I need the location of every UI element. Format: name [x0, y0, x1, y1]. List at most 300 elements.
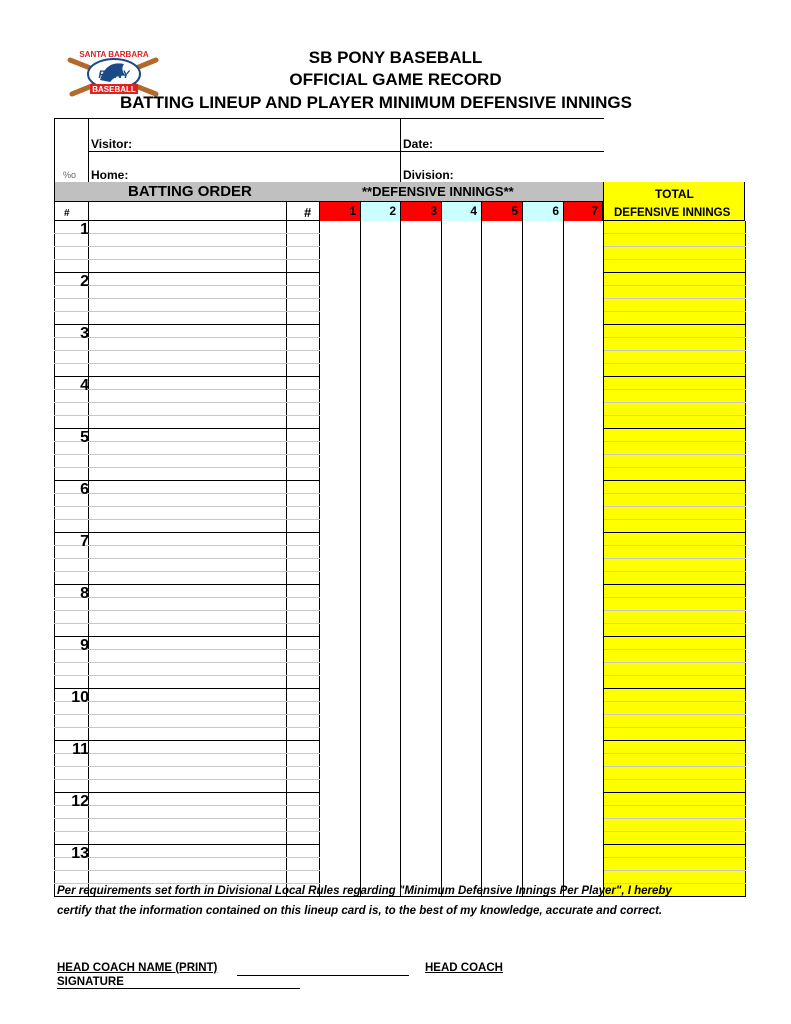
inning-2-cell[interactable]	[361, 806, 401, 819]
inning-3-cell[interactable]	[401, 559, 442, 572]
inning-5-cell[interactable]	[482, 325, 523, 338]
inning-5-cell[interactable]	[482, 273, 523, 286]
player-name-cell[interactable]	[89, 546, 287, 559]
inning-3-cell[interactable]	[401, 351, 442, 364]
player-name-cell[interactable]	[89, 598, 287, 611]
inning-4-cell[interactable]	[442, 741, 482, 754]
inning-5-cell[interactable]	[482, 377, 523, 390]
inning-2-cell[interactable]	[361, 585, 401, 598]
total-innings-cell[interactable]	[604, 871, 746, 884]
inning-1-cell[interactable]	[320, 273, 361, 286]
total-innings-cell[interactable]	[604, 832, 746, 845]
inning-5-cell[interactable]	[482, 234, 523, 247]
inning-3-cell[interactable]	[401, 650, 442, 663]
inning-3-cell[interactable]	[401, 520, 442, 533]
player-name-cell[interactable]	[89, 585, 287, 598]
total-innings-cell[interactable]	[604, 247, 746, 260]
player-name-cell[interactable]	[89, 819, 287, 832]
inning-7-cell[interactable]	[564, 676, 604, 689]
jersey-number-cell[interactable]	[287, 260, 320, 273]
inning-7-cell[interactable]	[564, 260, 604, 273]
inning-5-cell[interactable]	[482, 702, 523, 715]
head-coach-name-line[interactable]	[237, 975, 409, 976]
inning-1-cell[interactable]	[320, 702, 361, 715]
inning-4-cell[interactable]	[442, 637, 482, 650]
inning-1-cell[interactable]	[320, 364, 361, 377]
inning-7-cell[interactable]	[564, 663, 604, 676]
inning-4-cell[interactable]	[442, 442, 482, 455]
inning-1-cell[interactable]	[320, 234, 361, 247]
total-innings-cell[interactable]	[604, 715, 746, 728]
inning-5-cell[interactable]	[482, 780, 523, 793]
jersey-number-cell[interactable]	[287, 572, 320, 585]
inning-7-cell[interactable]	[564, 715, 604, 728]
jersey-number-cell[interactable]	[287, 741, 320, 754]
inning-4-cell[interactable]	[442, 728, 482, 741]
inning-3-cell[interactable]	[401, 676, 442, 689]
inning-5-cell[interactable]	[482, 689, 523, 702]
inning-1-cell[interactable]	[320, 598, 361, 611]
inning-6-cell[interactable]	[523, 377, 564, 390]
inning-2-cell[interactable]	[361, 351, 401, 364]
inning-5-cell[interactable]	[482, 637, 523, 650]
total-innings-cell[interactable]	[604, 819, 746, 832]
inning-1-cell[interactable]	[320, 377, 361, 390]
player-name-cell[interactable]	[89, 377, 287, 390]
jersey-number-cell[interactable]	[287, 390, 320, 403]
inning-4-cell[interactable]	[442, 650, 482, 663]
inning-1-cell[interactable]	[320, 351, 361, 364]
inning-6-cell[interactable]	[523, 390, 564, 403]
inning-6-cell[interactable]	[523, 416, 564, 429]
player-name-cell[interactable]	[89, 520, 287, 533]
inning-2-cell[interactable]	[361, 624, 401, 637]
inning-7-cell[interactable]	[564, 312, 604, 325]
inning-6-cell[interactable]	[523, 871, 564, 884]
inning-2-cell[interactable]	[361, 572, 401, 585]
inning-3-cell[interactable]	[401, 299, 442, 312]
total-innings-cell[interactable]	[604, 312, 746, 325]
inning-2-cell[interactable]	[361, 767, 401, 780]
jersey-number-cell[interactable]	[287, 676, 320, 689]
total-innings-cell[interactable]	[604, 299, 746, 312]
jersey-number-cell[interactable]	[287, 273, 320, 286]
player-name-cell[interactable]	[89, 442, 287, 455]
inning-4-cell[interactable]	[442, 871, 482, 884]
inning-1-cell[interactable]	[320, 780, 361, 793]
inning-4-cell[interactable]	[442, 273, 482, 286]
jersey-number-cell[interactable]	[287, 663, 320, 676]
inning-7-cell[interactable]	[564, 377, 604, 390]
inning-5-cell[interactable]	[482, 663, 523, 676]
total-innings-cell[interactable]	[604, 416, 746, 429]
total-innings-cell[interactable]	[604, 390, 746, 403]
inning-4-cell[interactable]	[442, 429, 482, 442]
inning-7-cell[interactable]	[564, 780, 604, 793]
inning-1-cell[interactable]	[320, 650, 361, 663]
inning-6-cell[interactable]	[523, 351, 564, 364]
inning-4-cell[interactable]	[442, 325, 482, 338]
total-innings-cell[interactable]	[604, 663, 746, 676]
inning-2-cell[interactable]	[361, 481, 401, 494]
inning-6-cell[interactable]	[523, 845, 564, 858]
player-name-cell[interactable]	[89, 572, 287, 585]
player-name-cell[interactable]	[89, 312, 287, 325]
inning-7-cell[interactable]	[564, 442, 604, 455]
inning-2-cell[interactable]	[361, 650, 401, 663]
inning-6-cell[interactable]	[523, 715, 564, 728]
inning-3-cell[interactable]	[401, 871, 442, 884]
player-name-cell[interactable]	[89, 832, 287, 845]
inning-1-cell[interactable]	[320, 585, 361, 598]
inning-7-cell[interactable]	[564, 468, 604, 481]
inning-6-cell[interactable]	[523, 585, 564, 598]
inning-2-cell[interactable]	[361, 338, 401, 351]
inning-2-cell[interactable]	[361, 676, 401, 689]
total-innings-cell[interactable]	[604, 689, 746, 702]
inning-2-cell[interactable]	[361, 247, 401, 260]
inning-5-cell[interactable]	[482, 221, 523, 234]
total-innings-cell[interactable]	[604, 403, 746, 416]
inning-6-cell[interactable]	[523, 221, 564, 234]
inning-2-cell[interactable]	[361, 299, 401, 312]
inning-4-cell[interactable]	[442, 663, 482, 676]
inning-6-cell[interactable]	[523, 299, 564, 312]
inning-2-cell[interactable]	[361, 403, 401, 416]
inning-6-cell[interactable]	[523, 507, 564, 520]
player-name-cell[interactable]	[89, 507, 287, 520]
inning-2-cell[interactable]	[361, 754, 401, 767]
inning-3-cell[interactable]	[401, 728, 442, 741]
inning-2-cell[interactable]	[361, 741, 401, 754]
inning-2-cell[interactable]	[361, 845, 401, 858]
inning-6-cell[interactable]	[523, 832, 564, 845]
inning-5-cell[interactable]	[482, 676, 523, 689]
inning-7-cell[interactable]	[564, 429, 604, 442]
jersey-number-cell[interactable]	[287, 754, 320, 767]
inning-5-cell[interactable]	[482, 546, 523, 559]
inning-7-cell[interactable]	[564, 572, 604, 585]
inning-2-cell[interactable]	[361, 325, 401, 338]
inning-4-cell[interactable]	[442, 572, 482, 585]
inning-4-cell[interactable]	[442, 494, 482, 507]
inning-7-cell[interactable]	[564, 598, 604, 611]
player-name-cell[interactable]	[89, 494, 287, 507]
inning-2-cell[interactable]	[361, 234, 401, 247]
inning-2-cell[interactable]	[361, 819, 401, 832]
inning-7-cell[interactable]	[564, 494, 604, 507]
inning-3-cell[interactable]	[401, 832, 442, 845]
inning-6-cell[interactable]	[523, 598, 564, 611]
inning-7-cell[interactable]	[564, 390, 604, 403]
jersey-number-cell[interactable]	[287, 377, 320, 390]
total-innings-cell[interactable]	[604, 260, 746, 273]
inning-5-cell[interactable]	[482, 520, 523, 533]
inning-1-cell[interactable]	[320, 832, 361, 845]
jersey-number-cell[interactable]	[287, 338, 320, 351]
inning-4-cell[interactable]	[442, 247, 482, 260]
inning-3-cell[interactable]	[401, 741, 442, 754]
inning-3-cell[interactable]	[401, 312, 442, 325]
jersey-number-cell[interactable]	[287, 429, 320, 442]
inning-1-cell[interactable]	[320, 754, 361, 767]
inning-6-cell[interactable]	[523, 676, 564, 689]
player-name-cell[interactable]	[89, 767, 287, 780]
inning-7-cell[interactable]	[564, 325, 604, 338]
inning-5-cell[interactable]	[482, 624, 523, 637]
player-name-cell[interactable]	[89, 637, 287, 650]
inning-4-cell[interactable]	[442, 793, 482, 806]
inning-1-cell[interactable]	[320, 819, 361, 832]
player-name-cell[interactable]	[89, 871, 287, 884]
inning-3-cell[interactable]	[401, 494, 442, 507]
inning-3-cell[interactable]	[401, 455, 442, 468]
total-innings-cell[interactable]	[604, 351, 746, 364]
inning-7-cell[interactable]	[564, 728, 604, 741]
inning-4-cell[interactable]	[442, 338, 482, 351]
inning-5-cell[interactable]	[482, 715, 523, 728]
total-innings-cell[interactable]	[604, 481, 746, 494]
inning-7-cell[interactable]	[564, 416, 604, 429]
player-name-cell[interactable]	[89, 273, 287, 286]
player-name-cell[interactable]	[89, 780, 287, 793]
inning-2-cell[interactable]	[361, 312, 401, 325]
inning-4-cell[interactable]	[442, 390, 482, 403]
inning-4-cell[interactable]	[442, 221, 482, 234]
inning-4-cell[interactable]	[442, 507, 482, 520]
inning-1-cell[interactable]	[320, 663, 361, 676]
inning-3-cell[interactable]	[401, 286, 442, 299]
inning-4-cell[interactable]	[442, 559, 482, 572]
inning-2-cell[interactable]	[361, 858, 401, 871]
total-innings-cell[interactable]	[604, 845, 746, 858]
inning-3-cell[interactable]	[401, 338, 442, 351]
signature-line[interactable]	[57, 988, 300, 989]
inning-4-cell[interactable]	[442, 520, 482, 533]
inning-6-cell[interactable]	[523, 637, 564, 650]
player-name-cell[interactable]	[89, 234, 287, 247]
inning-7-cell[interactable]	[564, 520, 604, 533]
inning-7-cell[interactable]	[564, 702, 604, 715]
inning-5-cell[interactable]	[482, 845, 523, 858]
inning-3-cell[interactable]	[401, 702, 442, 715]
inning-2-cell[interactable]	[361, 663, 401, 676]
total-innings-cell[interactable]	[604, 637, 746, 650]
inning-3-cell[interactable]	[401, 806, 442, 819]
jersey-number-cell[interactable]	[287, 351, 320, 364]
inning-6-cell[interactable]	[523, 403, 564, 416]
jersey-number-cell[interactable]	[287, 299, 320, 312]
inning-3-cell[interactable]	[401, 598, 442, 611]
inning-7-cell[interactable]	[564, 806, 604, 819]
player-name-cell[interactable]	[89, 429, 287, 442]
player-name-cell[interactable]	[89, 468, 287, 481]
inning-4-cell[interactable]	[442, 299, 482, 312]
inning-6-cell[interactable]	[523, 624, 564, 637]
inning-7-cell[interactable]	[564, 273, 604, 286]
inning-1-cell[interactable]	[320, 572, 361, 585]
inning-2-cell[interactable]	[361, 780, 401, 793]
inning-5-cell[interactable]	[482, 650, 523, 663]
inning-1-cell[interactable]	[320, 871, 361, 884]
inning-3-cell[interactable]	[401, 325, 442, 338]
inning-1-cell[interactable]	[320, 728, 361, 741]
inning-2-cell[interactable]	[361, 637, 401, 650]
inning-2-cell[interactable]	[361, 429, 401, 442]
player-name-cell[interactable]	[89, 455, 287, 468]
inning-2-cell[interactable]	[361, 702, 401, 715]
inning-3-cell[interactable]	[401, 780, 442, 793]
inning-3-cell[interactable]	[401, 819, 442, 832]
player-name-cell[interactable]	[89, 481, 287, 494]
inning-5-cell[interactable]	[482, 494, 523, 507]
player-name-cell[interactable]	[89, 299, 287, 312]
jersey-number-cell[interactable]	[287, 247, 320, 260]
inning-6-cell[interactable]	[523, 741, 564, 754]
inning-4-cell[interactable]	[442, 819, 482, 832]
jersey-number-cell[interactable]	[287, 494, 320, 507]
jersey-number-cell[interactable]	[287, 780, 320, 793]
inning-5-cell[interactable]	[482, 299, 523, 312]
inning-4-cell[interactable]	[442, 546, 482, 559]
inning-1-cell[interactable]	[320, 624, 361, 637]
player-name-cell[interactable]	[89, 403, 287, 416]
inning-2-cell[interactable]	[361, 390, 401, 403]
inning-1-cell[interactable]	[320, 741, 361, 754]
jersey-number-cell[interactable]	[287, 507, 320, 520]
inning-7-cell[interactable]	[564, 299, 604, 312]
inning-2-cell[interactable]	[361, 494, 401, 507]
inning-4-cell[interactable]	[442, 416, 482, 429]
inning-6-cell[interactable]	[523, 338, 564, 351]
player-name-cell[interactable]	[89, 806, 287, 819]
inning-6-cell[interactable]	[523, 793, 564, 806]
jersey-number-cell[interactable]	[287, 689, 320, 702]
inning-4-cell[interactable]	[442, 260, 482, 273]
inning-2-cell[interactable]	[361, 598, 401, 611]
jersey-number-cell[interactable]	[287, 767, 320, 780]
player-name-cell[interactable]	[89, 741, 287, 754]
jersey-number-cell[interactable]	[287, 819, 320, 832]
inning-1-cell[interactable]	[320, 416, 361, 429]
inning-1-cell[interactable]	[320, 494, 361, 507]
inning-3-cell[interactable]	[401, 845, 442, 858]
inning-5-cell[interactable]	[482, 338, 523, 351]
player-name-cell[interactable]	[89, 715, 287, 728]
jersey-number-cell[interactable]	[287, 793, 320, 806]
inning-6-cell[interactable]	[523, 806, 564, 819]
inning-3-cell[interactable]	[401, 442, 442, 455]
player-name-cell[interactable]	[89, 247, 287, 260]
inning-1-cell[interactable]	[320, 637, 361, 650]
inning-2-cell[interactable]	[361, 611, 401, 624]
total-innings-cell[interactable]	[604, 572, 746, 585]
inning-1-cell[interactable]	[320, 611, 361, 624]
inning-7-cell[interactable]	[564, 507, 604, 520]
inning-2-cell[interactable]	[361, 871, 401, 884]
inning-3-cell[interactable]	[401, 364, 442, 377]
total-innings-cell[interactable]	[604, 338, 746, 351]
inning-4-cell[interactable]	[442, 364, 482, 377]
inning-3-cell[interactable]	[401, 585, 442, 598]
total-innings-cell[interactable]	[604, 442, 746, 455]
player-name-cell[interactable]	[89, 364, 287, 377]
jersey-number-cell[interactable]	[287, 858, 320, 871]
total-innings-cell[interactable]	[604, 858, 746, 871]
inning-1-cell[interactable]	[320, 715, 361, 728]
inning-3-cell[interactable]	[401, 481, 442, 494]
total-innings-cell[interactable]	[604, 234, 746, 247]
inning-4-cell[interactable]	[442, 312, 482, 325]
inning-3-cell[interactable]	[401, 767, 442, 780]
inning-6-cell[interactable]	[523, 546, 564, 559]
inning-6-cell[interactable]	[523, 650, 564, 663]
inning-6-cell[interactable]	[523, 611, 564, 624]
inning-2-cell[interactable]	[361, 715, 401, 728]
inning-5-cell[interactable]	[482, 559, 523, 572]
total-innings-cell[interactable]	[604, 793, 746, 806]
inning-6-cell[interactable]	[523, 858, 564, 871]
inning-7-cell[interactable]	[564, 247, 604, 260]
inning-1-cell[interactable]	[320, 221, 361, 234]
inning-1-cell[interactable]	[320, 260, 361, 273]
total-innings-cell[interactable]	[604, 780, 746, 793]
total-innings-cell[interactable]	[604, 533, 746, 546]
inning-5-cell[interactable]	[482, 767, 523, 780]
inning-3-cell[interactable]	[401, 793, 442, 806]
inning-4-cell[interactable]	[442, 234, 482, 247]
inning-2-cell[interactable]	[361, 455, 401, 468]
inning-7-cell[interactable]	[564, 338, 604, 351]
player-name-cell[interactable]	[89, 728, 287, 741]
inning-6-cell[interactable]	[523, 689, 564, 702]
inning-3-cell[interactable]	[401, 507, 442, 520]
jersey-number-cell[interactable]	[287, 481, 320, 494]
jersey-number-cell[interactable]	[287, 715, 320, 728]
inning-7-cell[interactable]	[564, 689, 604, 702]
jersey-number-cell[interactable]	[287, 624, 320, 637]
inning-1-cell[interactable]	[320, 845, 361, 858]
inning-7-cell[interactable]	[564, 858, 604, 871]
inning-6-cell[interactable]	[523, 572, 564, 585]
jersey-number-cell[interactable]	[287, 234, 320, 247]
player-name-cell[interactable]	[89, 286, 287, 299]
jersey-number-cell[interactable]	[287, 533, 320, 546]
inning-4-cell[interactable]	[442, 845, 482, 858]
total-innings-cell[interactable]	[604, 650, 746, 663]
inning-7-cell[interactable]	[564, 403, 604, 416]
jersey-number-cell[interactable]	[287, 520, 320, 533]
inning-2-cell[interactable]	[361, 364, 401, 377]
player-name-cell[interactable]	[89, 351, 287, 364]
inning-5-cell[interactable]	[482, 806, 523, 819]
inning-7-cell[interactable]	[564, 819, 604, 832]
inning-2-cell[interactable]	[361, 416, 401, 429]
inning-6-cell[interactable]	[523, 754, 564, 767]
jersey-number-cell[interactable]	[287, 221, 320, 234]
inning-2-cell[interactable]	[361, 286, 401, 299]
inning-1-cell[interactable]	[320, 793, 361, 806]
inning-4-cell[interactable]	[442, 715, 482, 728]
inning-2-cell[interactable]	[361, 546, 401, 559]
inning-3-cell[interactable]	[401, 858, 442, 871]
inning-3-cell[interactable]	[401, 715, 442, 728]
total-innings-cell[interactable]	[604, 273, 746, 286]
inning-5-cell[interactable]	[482, 468, 523, 481]
inning-5-cell[interactable]	[482, 572, 523, 585]
inning-4-cell[interactable]	[442, 832, 482, 845]
inning-6-cell[interactable]	[523, 286, 564, 299]
